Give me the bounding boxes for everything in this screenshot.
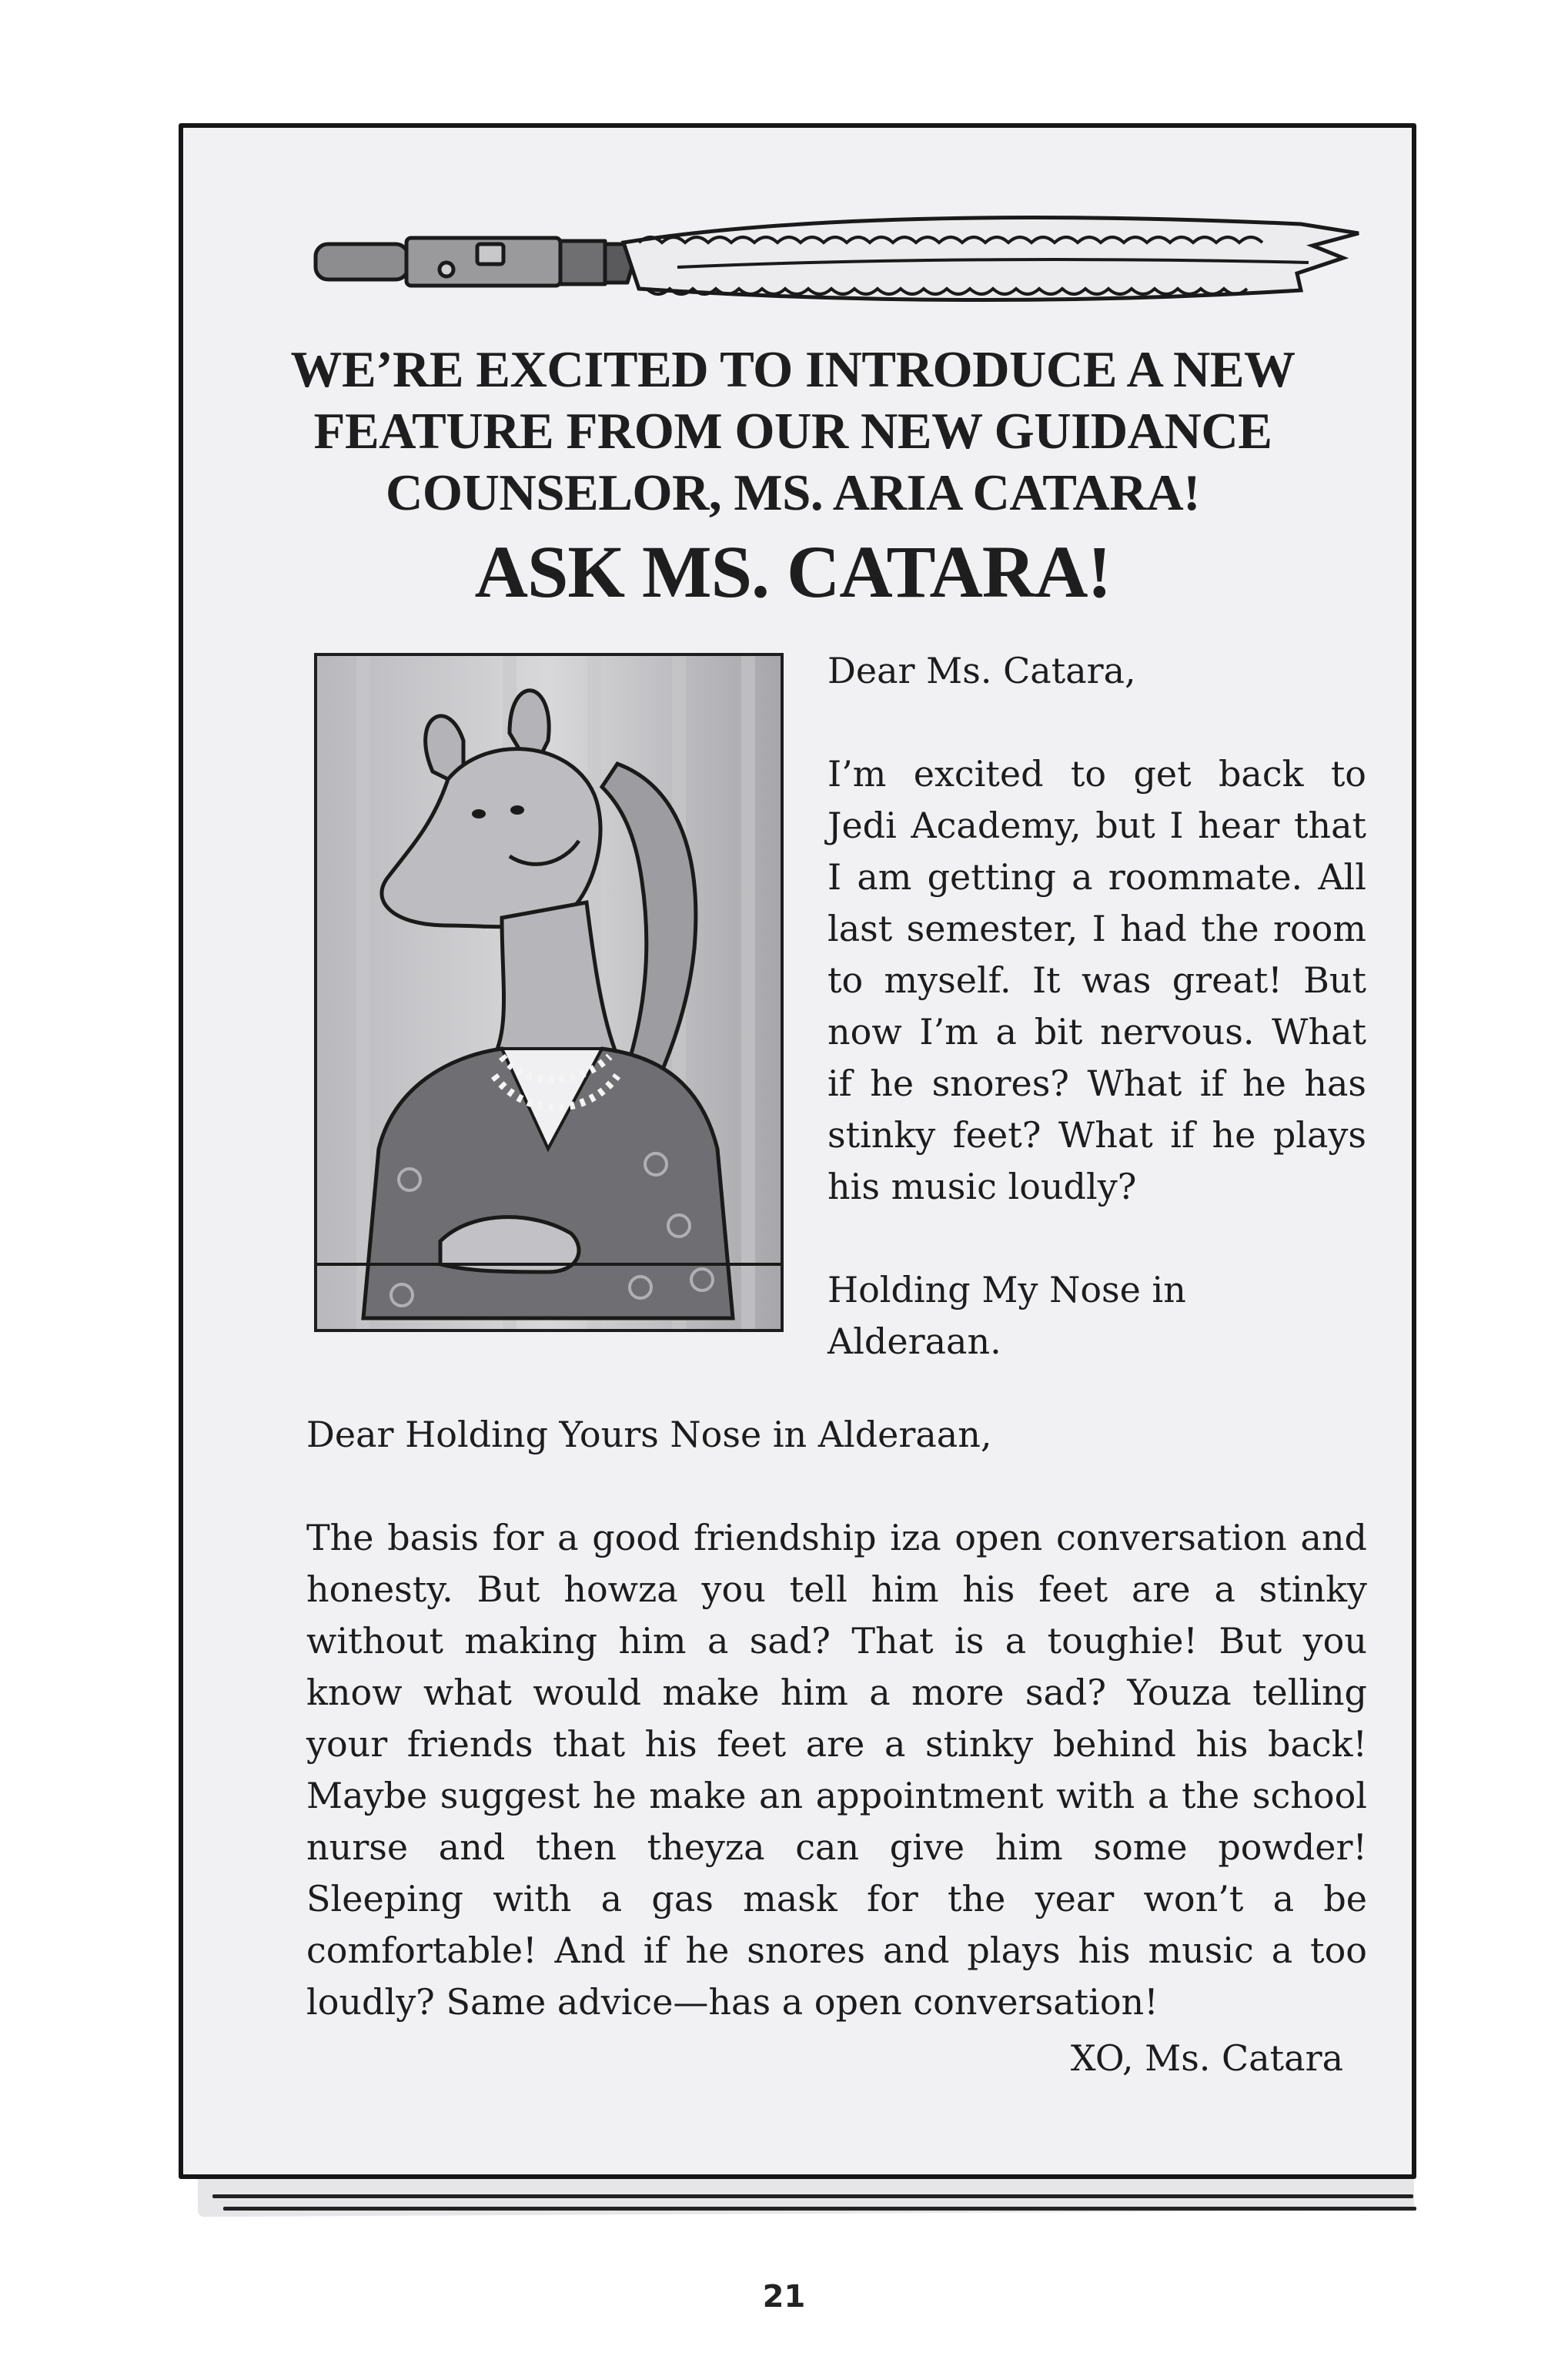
column-title: ASK MS. CATARA! bbox=[474, 531, 1112, 613]
letter-greeting: Dear Ms. Catara, bbox=[827, 650, 1136, 691]
announcement-line-1: WE’RE EXCITED TO INTRODUCE A NEW bbox=[290, 341, 1296, 398]
ms-catara-portrait bbox=[314, 653, 784, 1332]
page-number: 21 bbox=[762, 2279, 806, 2315]
reply-greeting: Dear Holding Yours Nose in Alderaan, bbox=[306, 1414, 992, 1455]
letter-signature: Holding My Nose in Alderaan. bbox=[827, 1269, 1186, 1362]
counselor-reply bbox=[306, 1409, 1367, 2028]
lightsaber-illustration bbox=[308, 196, 1370, 327]
announcement-line-3: COUNSELOR, MS. ARIA CATARA! bbox=[386, 464, 1200, 521]
letter-body: I’m excited to get back to Jedi Academy, but I hear that I am getting a roommate. All last semester, I had the room to myself. It was great! But now I’m a bit nervous. What if he snores? What if he has stinky feet? What if he plays his music loudly? bbox=[827, 753, 1366, 1207]
reader-letter bbox=[827, 645, 1366, 1367]
page-edge-line bbox=[223, 2207, 1416, 2211]
feature-announcement bbox=[231, 339, 1355, 524]
portrait-illustration bbox=[317, 656, 781, 1329]
reply-body: The basis for a good friendship iza open conversation and honesty. But howza you tell him his feet are a stinky without making him a sad? That is a toughie! But you know what would make him a more sad? Youza telling your friends that his feet are a stinky behind his back! Maybe suggest he make an appointment with a the school nurse and then theyza can give him some powder! Sleeping with a gas mask for the year won’t a be comfortable! And if he snores and plays his music a too loudly? Same advice—has a open conversation! bbox=[306, 1517, 1367, 2023]
page-edge-line bbox=[212, 2194, 1413, 2198]
announcement-line-2: FEATURE FROM OUR NEW GUIDANCE bbox=[313, 403, 1272, 460]
reply-signature: XO, Ms. Catara bbox=[1070, 2037, 1343, 2079]
